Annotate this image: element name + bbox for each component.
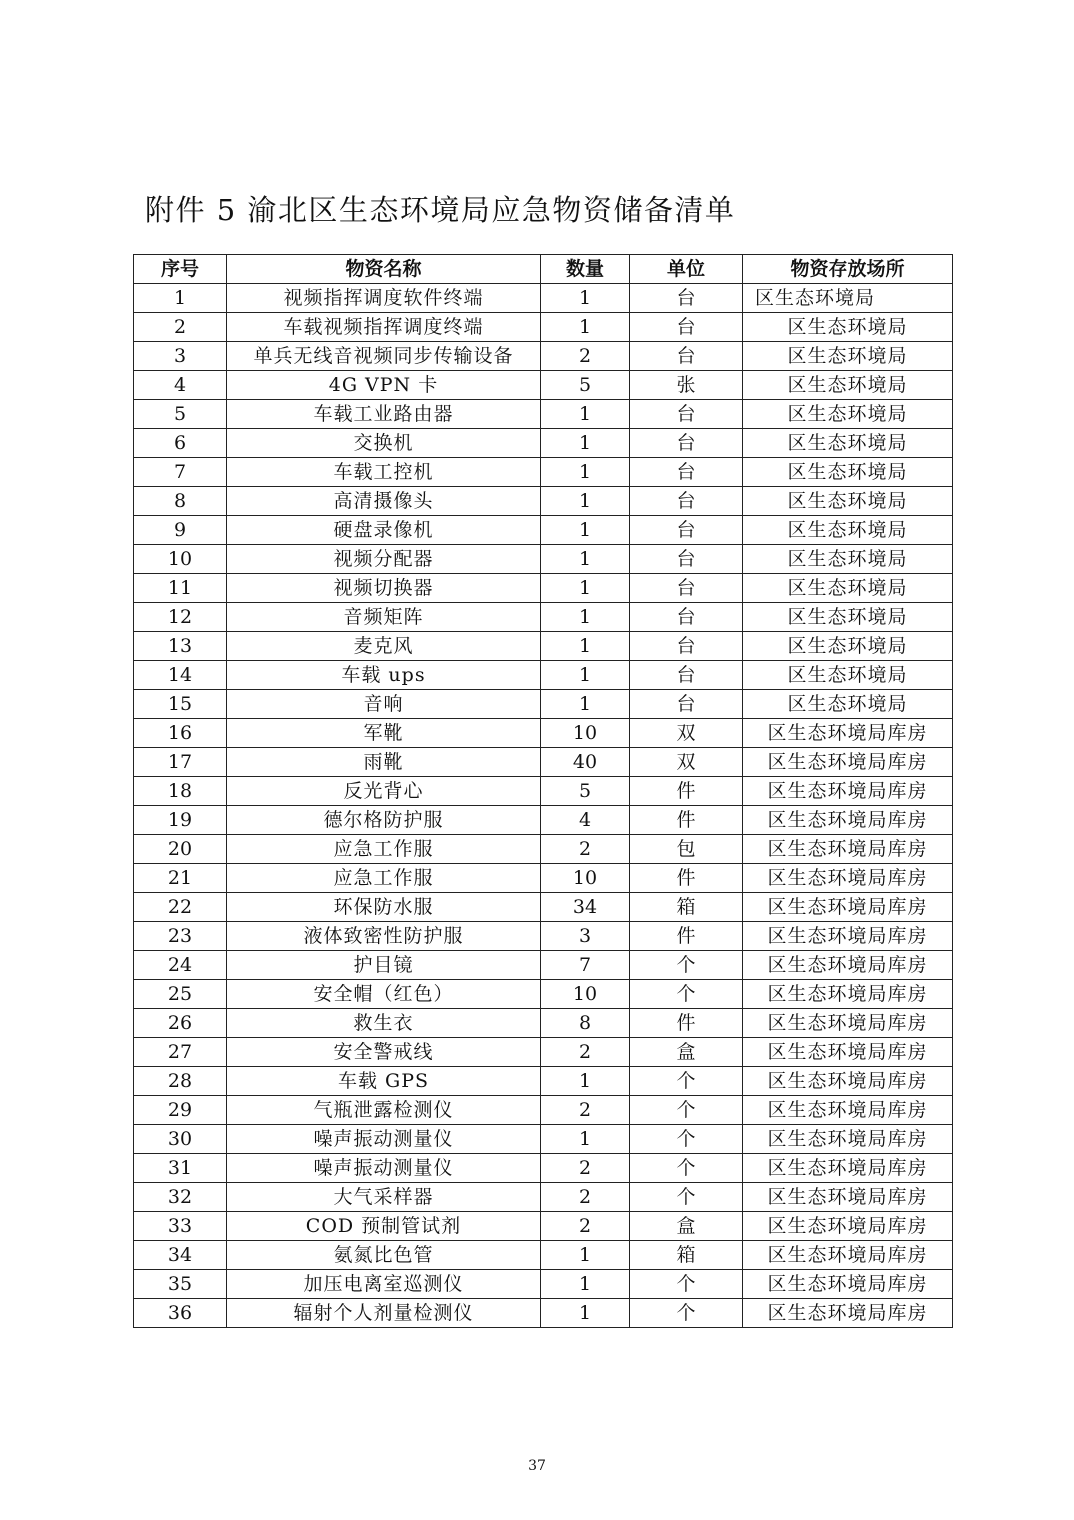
cell-unit: 台: [630, 429, 743, 458]
cell-name: 护目镜: [227, 951, 541, 980]
header-serial: 序号: [134, 255, 227, 284]
cell-serial: 10: [134, 545, 227, 574]
table-row: [134, 1009, 953, 1038]
cell-serial: 1: [134, 284, 227, 313]
cell-unit: 个: [630, 1154, 743, 1183]
table-row: [134, 893, 953, 922]
table-row: [134, 284, 953, 313]
cell-quantity: 10: [541, 719, 630, 748]
cell-serial: 31: [134, 1154, 227, 1183]
cell-name: 雨靴: [227, 748, 541, 777]
cell-location: 区生态环境局库房: [743, 1038, 953, 1067]
cell-location: 区生态环境局: [743, 516, 953, 545]
cell-location: 区生态环境局: [743, 574, 953, 603]
cell-name: 环保防水服: [227, 893, 541, 922]
cell-quantity: 10: [541, 980, 630, 1009]
cell-serial: 30: [134, 1125, 227, 1154]
cell-unit: 盒: [630, 1038, 743, 1067]
cell-quantity: 1: [541, 661, 630, 690]
cell-quantity: 2: [541, 1038, 630, 1067]
cell-location: 区生态环境局: [743, 603, 953, 632]
cell-name: 4G VPN 卡: [227, 371, 541, 400]
table-row: [134, 1154, 953, 1183]
table-row: [134, 1241, 953, 1270]
cell-location: 区生态环境局: [743, 545, 953, 574]
cell-name: 辐射个人剂量检测仪: [227, 1299, 541, 1328]
cell-unit: 件: [630, 806, 743, 835]
cell-name: 音响: [227, 690, 541, 719]
cell-name: 硬盘录像机: [227, 516, 541, 545]
cell-name: 车载 ups: [227, 661, 541, 690]
cell-name: 噪声振动测量仪: [227, 1125, 541, 1154]
cell-location: 区生态环境局库房: [743, 864, 953, 893]
cell-location: 区生态环境局: [743, 371, 953, 400]
cell-serial: 17: [134, 748, 227, 777]
table-row: [134, 951, 953, 980]
cell-unit: 台: [630, 661, 743, 690]
cell-quantity: 10: [541, 864, 630, 893]
cell-unit: 台: [630, 574, 743, 603]
cell-serial: 28: [134, 1067, 227, 1096]
cell-location: 区生态环境局: [743, 400, 953, 429]
cell-unit: 件: [630, 777, 743, 806]
table-row: [134, 922, 953, 951]
cell-quantity: 7: [541, 951, 630, 980]
cell-serial: 33: [134, 1212, 227, 1241]
header-row: [134, 255, 953, 284]
cell-location: 区生态环境局库房: [743, 893, 953, 922]
cell-location: 区生态环境局: [743, 284, 953, 313]
table-row: [134, 1067, 953, 1096]
header-location: 物资存放场所: [743, 255, 953, 284]
cell-unit: 件: [630, 1009, 743, 1038]
cell-location: 区生态环境局库房: [743, 806, 953, 835]
cell-name: 安全警戒线: [227, 1038, 541, 1067]
table-row: [134, 516, 953, 545]
cell-location: 区生态环境局: [743, 458, 953, 487]
cell-quantity: 1: [541, 1270, 630, 1299]
cell-quantity: 40: [541, 748, 630, 777]
cell-name: 救生衣: [227, 1009, 541, 1038]
cell-unit: 件: [630, 864, 743, 893]
cell-serial: 6: [134, 429, 227, 458]
cell-name: 交换机: [227, 429, 541, 458]
cell-quantity: 1: [541, 690, 630, 719]
cell-quantity: 3: [541, 922, 630, 951]
cell-name: 车载 GPS: [227, 1067, 541, 1096]
table-row: [134, 632, 953, 661]
cell-serial: 22: [134, 893, 227, 922]
table-row: [134, 1096, 953, 1125]
cell-serial: 15: [134, 690, 227, 719]
cell-quantity: 1: [541, 284, 630, 313]
cell-unit: 个: [630, 1270, 743, 1299]
cell-name: 视频指挥调度软件终端: [227, 284, 541, 313]
cell-location: 区生态环境局库房: [743, 1096, 953, 1125]
cell-location: 区生态环境局库房: [743, 748, 953, 777]
cell-serial: 12: [134, 603, 227, 632]
cell-serial: 16: [134, 719, 227, 748]
cell-unit: 台: [630, 284, 743, 313]
cell-location: 区生态环境局库房: [743, 1299, 953, 1328]
cell-unit: 个: [630, 1183, 743, 1212]
cell-serial: 19: [134, 806, 227, 835]
cell-unit: 个: [630, 951, 743, 980]
cell-serial: 8: [134, 487, 227, 516]
cell-location: 区生态环境局库房: [743, 1154, 953, 1183]
cell-unit: 双: [630, 719, 743, 748]
page-number: 37: [528, 1458, 546, 1474]
cell-quantity: 1: [541, 516, 630, 545]
table-row: [134, 487, 953, 516]
cell-location: 区生态环境局: [743, 487, 953, 516]
cell-quantity: 1: [541, 487, 630, 516]
table-row: [134, 864, 953, 893]
table-row: [134, 313, 953, 342]
cell-quantity: 1: [541, 1241, 630, 1270]
table-row: [134, 545, 953, 574]
cell-unit: 张: [630, 371, 743, 400]
cell-quantity: 34: [541, 893, 630, 922]
cell-serial: 27: [134, 1038, 227, 1067]
cell-name: 应急工作服: [227, 864, 541, 893]
cell-quantity: 1: [541, 632, 630, 661]
table-row: [134, 835, 953, 864]
cell-unit: 台: [630, 400, 743, 429]
cell-unit: 个: [630, 1067, 743, 1096]
cell-location: 区生态环境局库房: [743, 777, 953, 806]
table-row: [134, 777, 953, 806]
cell-location: 区生态环境局库房: [743, 835, 953, 864]
cell-serial: 20: [134, 835, 227, 864]
cell-unit: 件: [630, 922, 743, 951]
cell-unit: 个: [630, 980, 743, 1009]
cell-name: 加压电离室巡测仪: [227, 1270, 541, 1299]
cell-name: 氨氮比色管: [227, 1241, 541, 1270]
cell-serial: 13: [134, 632, 227, 661]
cell-serial: 4: [134, 371, 227, 400]
cell-quantity: 1: [541, 400, 630, 429]
cell-quantity: 1: [541, 313, 630, 342]
cell-unit: 台: [630, 516, 743, 545]
page-title: 附件 5 渝北区生态环境局应急物资储备清单: [145, 193, 736, 227]
cell-serial: 21: [134, 864, 227, 893]
cell-name: 安全帽（红色）: [227, 980, 541, 1009]
table-row: [134, 748, 953, 777]
table-row: [134, 719, 953, 748]
cell-name: 视频分配器: [227, 545, 541, 574]
table-header: [134, 255, 953, 284]
cell-unit: 双: [630, 748, 743, 777]
cell-serial: 35: [134, 1270, 227, 1299]
cell-location: 区生态环境局库房: [743, 1125, 953, 1154]
cell-serial: 2: [134, 313, 227, 342]
cell-location: 区生态环境局: [743, 342, 953, 371]
cell-serial: 23: [134, 922, 227, 951]
cell-name: 军靴: [227, 719, 541, 748]
cell-location: 区生态环境局: [743, 661, 953, 690]
cell-quantity: 2: [541, 1183, 630, 1212]
table-row: [134, 1299, 953, 1328]
cell-location: 区生态环境局: [743, 313, 953, 342]
cell-quantity: 2: [541, 1212, 630, 1241]
cell-name: COD 预制管试剂: [227, 1212, 541, 1241]
cell-quantity: 4: [541, 806, 630, 835]
cell-quantity: 1: [541, 603, 630, 632]
cell-quantity: 1: [541, 458, 630, 487]
cell-quantity: 2: [541, 1154, 630, 1183]
cell-location: 区生态环境局库房: [743, 1183, 953, 1212]
cell-name: 麦克风: [227, 632, 541, 661]
table-row: [134, 400, 953, 429]
table-row: [134, 429, 953, 458]
cell-serial: 14: [134, 661, 227, 690]
cell-location: 区生态环境局库房: [743, 1067, 953, 1096]
cell-unit: 台: [630, 545, 743, 574]
cell-location: 区生态环境局: [743, 690, 953, 719]
table-row: [134, 1270, 953, 1299]
cell-name: 视频切换器: [227, 574, 541, 603]
cell-name: 德尔格防护服: [227, 806, 541, 835]
cell-serial: 5: [134, 400, 227, 429]
cell-unit: 个: [630, 1299, 743, 1328]
cell-serial: 9: [134, 516, 227, 545]
cell-location: 区生态环境局: [743, 632, 953, 661]
cell-quantity: 1: [541, 1067, 630, 1096]
cell-serial: 24: [134, 951, 227, 980]
cell-name: 气瓶泄露检测仪: [227, 1096, 541, 1125]
cell-serial: 26: [134, 1009, 227, 1038]
cell-quantity: 1: [541, 545, 630, 574]
cell-unit: 个: [630, 1096, 743, 1125]
cell-unit: 台: [630, 342, 743, 371]
cell-unit: 盒: [630, 1212, 743, 1241]
cell-unit: 台: [630, 690, 743, 719]
cell-unit: 包: [630, 835, 743, 864]
cell-location: 区生态环境局库房: [743, 1241, 953, 1270]
cell-name: 音频矩阵: [227, 603, 541, 632]
cell-location: 区生态环境局: [743, 429, 953, 458]
cell-serial: 7: [134, 458, 227, 487]
table-row: [134, 342, 953, 371]
header-unit: 单位: [630, 255, 743, 284]
cell-quantity: 1: [541, 574, 630, 603]
table-body: [134, 284, 953, 1328]
cell-unit: 台: [630, 313, 743, 342]
header-name: 物资名称: [227, 255, 541, 284]
cell-quantity: 5: [541, 371, 630, 400]
cell-serial: 36: [134, 1299, 227, 1328]
cell-unit: 台: [630, 632, 743, 661]
cell-location: 区生态环境局库房: [743, 1270, 953, 1299]
cell-unit: 台: [630, 603, 743, 632]
cell-unit: 个: [630, 1125, 743, 1154]
cell-serial: 25: [134, 980, 227, 1009]
table-row: [134, 574, 953, 603]
cell-name: 车载工控机: [227, 458, 541, 487]
cell-quantity: 1: [541, 429, 630, 458]
cell-unit: 台: [630, 458, 743, 487]
cell-quantity: 2: [541, 1096, 630, 1125]
cell-name: 车载视频指挥调度终端: [227, 313, 541, 342]
table-row: [134, 1038, 953, 1067]
cell-name: 大气采样器: [227, 1183, 541, 1212]
table-row: [134, 690, 953, 719]
cell-serial: 18: [134, 777, 227, 806]
cell-name: 应急工作服: [227, 835, 541, 864]
cell-name: 液体致密性防护服: [227, 922, 541, 951]
cell-name: 反光背心: [227, 777, 541, 806]
cell-location: 区生态环境局库房: [743, 922, 953, 951]
table-row: [134, 371, 953, 400]
cell-serial: 29: [134, 1096, 227, 1125]
table-row: [134, 1212, 953, 1241]
cell-serial: 32: [134, 1183, 227, 1212]
cell-name: 单兵无线音视频同步传输设备: [227, 342, 541, 371]
table-row: [134, 806, 953, 835]
cell-quantity: 2: [541, 342, 630, 371]
cell-serial: 11: [134, 574, 227, 603]
table-row: [134, 458, 953, 487]
cell-quantity: 5: [541, 777, 630, 806]
header-quantity: 数量: [541, 255, 630, 284]
table-row: [134, 980, 953, 1009]
cell-unit: 台: [630, 487, 743, 516]
cell-unit: 箱: [630, 893, 743, 922]
cell-quantity: 1: [541, 1299, 630, 1328]
cell-serial: 34: [134, 1241, 227, 1270]
table-row: [134, 661, 953, 690]
cell-name: 车载工业路由器: [227, 400, 541, 429]
table-row: [134, 1183, 953, 1212]
cell-location: 区生态环境局库房: [743, 719, 953, 748]
table-row: [134, 603, 953, 632]
table-row: [134, 1125, 953, 1154]
cell-quantity: 8: [541, 1009, 630, 1038]
cell-serial: 3: [134, 342, 227, 371]
inventory-table: [133, 254, 953, 1328]
cell-name: 高清摄像头: [227, 487, 541, 516]
cell-name: 噪声振动测量仪: [227, 1154, 541, 1183]
cell-location: 区生态环境局库房: [743, 1009, 953, 1038]
cell-quantity: 2: [541, 835, 630, 864]
cell-location: 区生态环境局库房: [743, 951, 953, 980]
cell-quantity: 1: [541, 1125, 630, 1154]
cell-location: 区生态环境局库房: [743, 980, 953, 1009]
cell-location: 区生态环境局库房: [743, 1212, 953, 1241]
cell-unit: 箱: [630, 1241, 743, 1270]
